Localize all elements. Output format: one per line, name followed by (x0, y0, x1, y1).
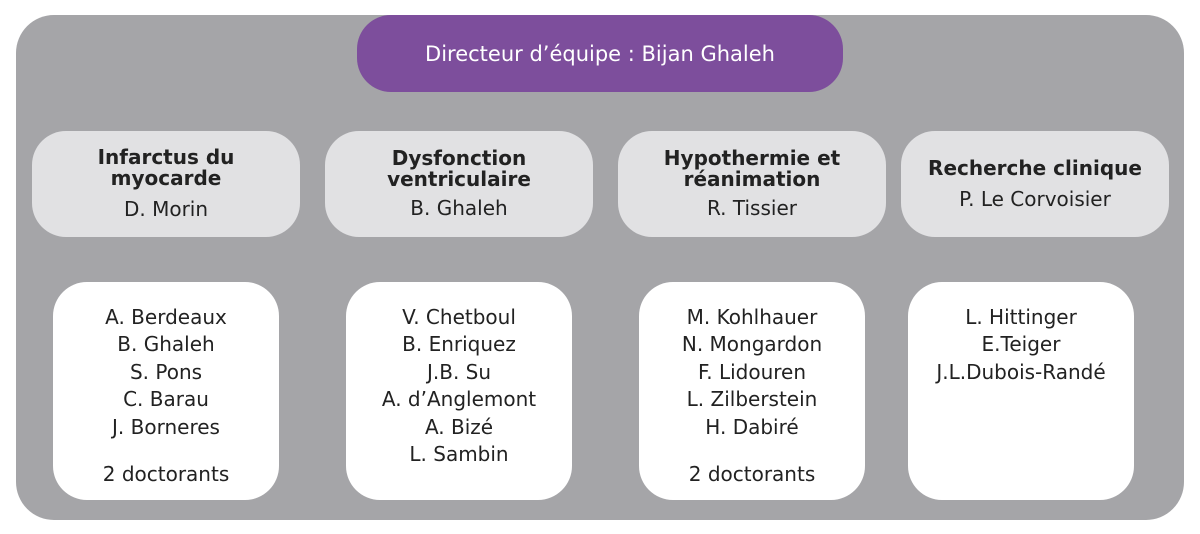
group-header-infarctus (32, 131, 300, 237)
member-name: H. Dabiré (705, 414, 799, 439)
group-members-dysfonction (346, 282, 572, 500)
member-name: L. Sambin (409, 442, 509, 467)
member-name: V. Chetboul (402, 305, 516, 329)
doctorants-note: 2 doctorants (102, 462, 230, 487)
member-name: B. Ghaleh (117, 332, 215, 357)
member-list (908, 304, 1134, 386)
group-title: Hypothermie et réanimation (663, 146, 841, 191)
group-lead: B. Ghaleh (410, 196, 508, 220)
member-name: S. Pons (129, 359, 203, 384)
member-name: J.L.Dubois-Randé (936, 359, 1106, 384)
member-name: A. Berdeaux (105, 305, 227, 329)
director-label: Directeur d’équipe : Bijan Ghaleh (425, 41, 775, 66)
group-title: Infarctus du myocarde (97, 145, 235, 190)
group-members-infarctus (53, 282, 279, 500)
group-header-dysfonction (325, 131, 593, 237)
group-title: Recherche clinique (928, 155, 1142, 180)
group-header-recherche (901, 131, 1169, 237)
member-list (53, 304, 279, 441)
member-name: L. Zilberstein (686, 387, 818, 412)
member-name: N. Mongardon (681, 332, 823, 357)
member-name: L. Hittinger (965, 305, 1077, 329)
group-members-recherche (908, 282, 1134, 500)
group-lead: P. Le Corvoisier (959, 186, 1111, 211)
group-members-hypothermie (639, 282, 865, 500)
member-name: M. Kohlhauer (686, 305, 818, 329)
member-name: A. d’Anglemont (381, 387, 537, 412)
member-list (346, 304, 572, 468)
member-name: C. Barau (123, 387, 209, 412)
director-box (357, 15, 843, 92)
member-list (639, 304, 865, 441)
member-name: A. Bizé (424, 414, 494, 439)
member-name: J. Borneres (112, 414, 220, 439)
group-lead: D. Morin (123, 197, 209, 221)
member-name: B. Enriquez (402, 332, 516, 357)
group-lead: R. Tissier (707, 196, 797, 220)
doctorants-note: 2 doctorants (688, 462, 816, 487)
member-name: F. Lidouren (697, 359, 807, 384)
group-title: Dysfonction ventriculaire (387, 146, 531, 191)
group-header-hypothermie (618, 131, 886, 237)
member-name: E.Teiger (981, 332, 1061, 357)
member-name: J.B. Su (426, 359, 492, 384)
